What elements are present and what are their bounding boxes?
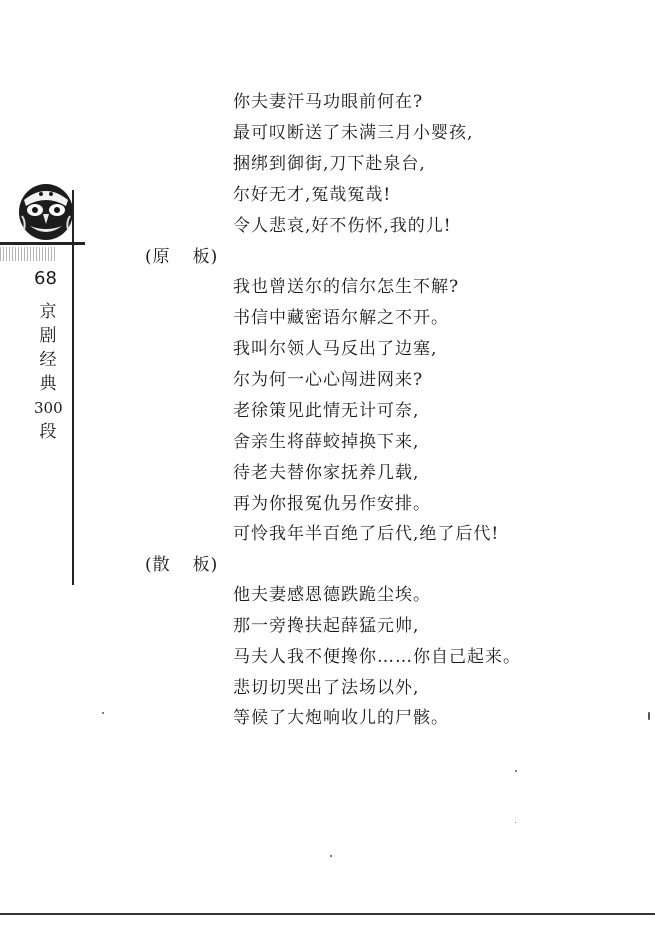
page-bottom-edge (0, 913, 655, 915)
section-heading-part: (原 (145, 247, 171, 267)
verse-line: 悲切切哭出了法场以外, (233, 678, 420, 698)
verse-line: 书信中藏密语尔解之不开。 (233, 308, 449, 328)
page-number: 68 (34, 268, 57, 289)
running-title-char: 剧 (39, 326, 57, 346)
verse-line: 等候了大炮响收儿的尸骸。 (233, 708, 449, 728)
verse-line: 捆绑到御街,刀下赴泉台, (233, 154, 426, 174)
scan-speck (515, 822, 516, 823)
verse-line: 马夫人我不便搀你……你自己起来。 (233, 647, 521, 667)
verse-line: 尔为何一心心闯进网来? (233, 370, 424, 390)
verse-line: 他夫妻感恩德跌跪尘埃。 (233, 585, 431, 605)
verse-line: 再为你报冤仇另作安排。 (233, 494, 431, 514)
section-heading-sanban (145, 555, 218, 575)
scan-speck (102, 712, 104, 714)
running-title-char: 典 (39, 374, 57, 394)
verse-line: 令人悲哀,好不伤怀,我的儿! (233, 216, 452, 236)
verse-line: 舍亲生将薛蛟掉换下来, (233, 432, 420, 452)
verse-line: 最可叹断送了未满三月小婴孩, (233, 123, 474, 143)
running-title-char: 段 (39, 422, 57, 442)
section-heading-part: (散 (145, 555, 171, 575)
verse-line: 待老夫替你家抚养几载, (233, 463, 420, 483)
verse-line: 我叫尔领人马反出了边塞, (233, 339, 438, 359)
verse-line: 你夫妻汗马功眼前何在? (233, 92, 424, 112)
margin-halftone-strip (0, 247, 55, 261)
section-heading-part: 板) (192, 247, 219, 267)
opera-mask-icon (16, 180, 76, 242)
margin-vertical-rule (72, 190, 74, 585)
scan-speck (515, 770, 517, 772)
section-heading-yuanban (145, 247, 218, 267)
running-title (34, 300, 62, 444)
running-title-char: 京 (39, 302, 57, 322)
scan-speck (648, 712, 650, 720)
scan-speck (330, 855, 332, 857)
running-title-char: 300 (34, 399, 63, 417)
verse-line: 老徐策见此情无计可奈, (233, 401, 420, 421)
verse-line: 我也曾送尔的信尔怎生不解? (233, 277, 460, 297)
verse-line: 可怜我年半百绝了后代,绝了后代! (233, 524, 500, 544)
section-heading-part: 板) (192, 555, 219, 575)
verse-line: 尔好无才,冤哉冤哉! (233, 185, 392, 205)
verse-line: 那一旁搀扶起薛猛元帅, (233, 616, 420, 636)
running-title-char: 经 (39, 350, 57, 370)
